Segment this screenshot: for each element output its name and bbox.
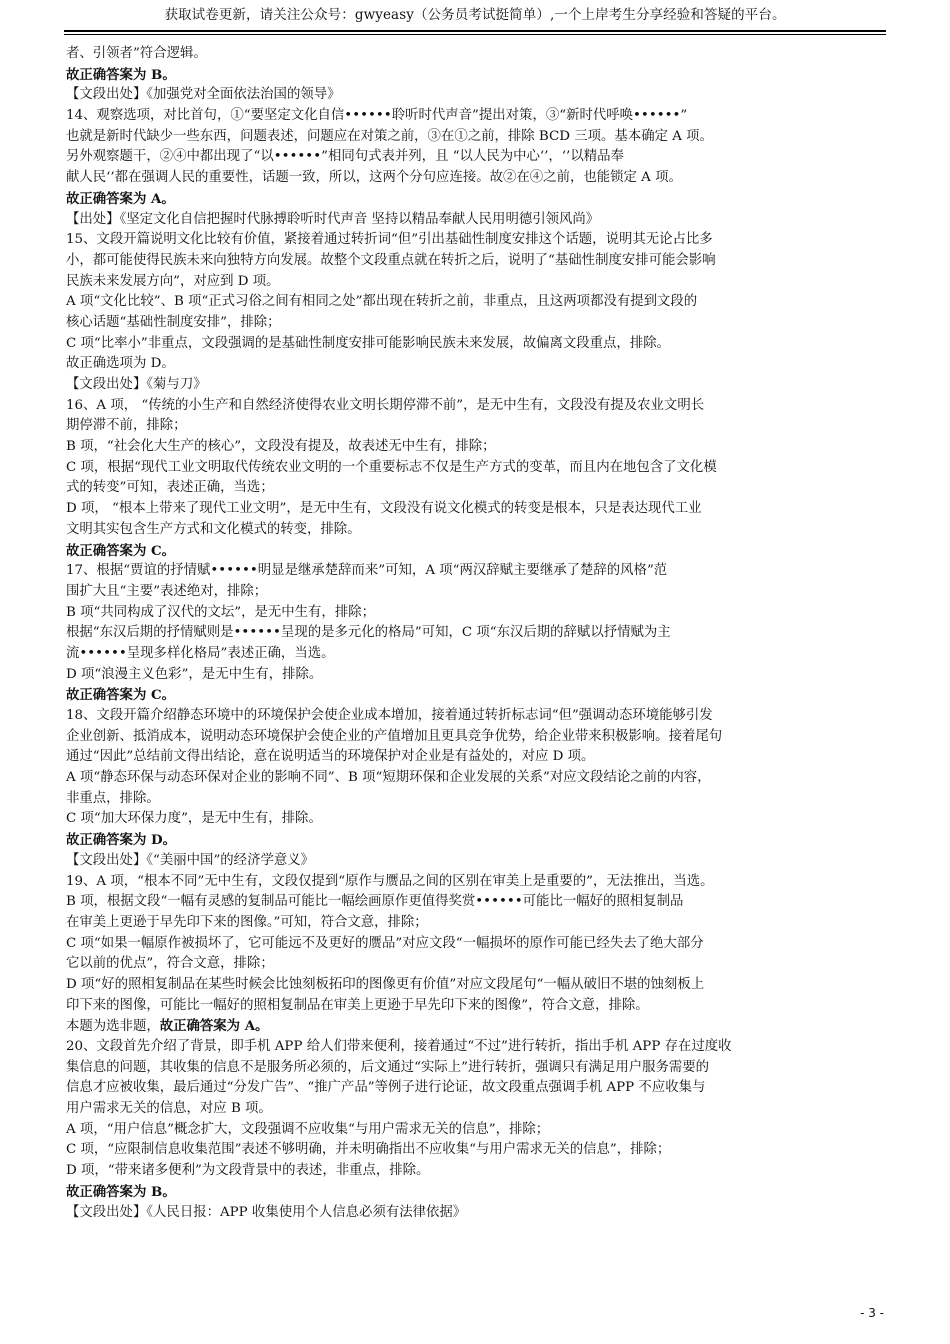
text-line: 民族未来发展方向”，对应到 D 项。 [66,273,280,289]
text-line: B 项，“社会化大生产的核心”，文段没有提及，故表述无中生有，排除； [66,439,496,455]
text-line: C 项“如果一幅原作被损坏了，它可能远不及更好的赝品”对应文段“一幅损坏的原作可能已经失去了绝大部分 [66,935,704,951]
header-rule-thick [64,30,886,32]
document-body [66,44,886,1223]
page-header [64,6,886,38]
text-line [66,1016,886,1037]
text-line: A 项“文化比较”、B 项“正式习俗之间有相同之处”都出现在转折之前，非重点，且这两项都没有提到文段的 [66,294,698,310]
text-line: C 项，根据“现代工业文明取代传统农业文明的一个重要标志不仅是生产方式的变革，而且内在地包含了文化模 [66,459,717,475]
text-line: B 项“共同构成了汉代的文坛”，是无中生有，排除； [66,604,375,620]
text-line: 另外观察题干，②④中都出现了“以••••••”相同句式表并列，且 “以人民为中心‘’，‘’以精品奉 [66,149,624,165]
text-line: 根据“东汉后期的抒情赋则是••••••呈现的是多元化的格局”可知，C 项“东汉后期的辞赋以抒情赋为主 [66,625,671,641]
text-line: 20、文段首先介绍了背景，即手机 APP 给人们带来便利，接着通过“不过”进行转折，指出手机 APP 存在过度收 [66,1039,732,1054]
text-line: 它以前的优点”，符合文意，排除； [66,956,274,972]
text-line: 献人民‘’都在强调人民的重要性，话题一致，所以，这两个分句应连接。故②在④之前，也能锁定 A 项。 [66,170,682,186]
text-line: 18、文段开篇介绍静态环境中的环境保护会使企业成本增加，接着通过转折标志词“但”强调动态环境能够引发 [66,708,713,723]
text-line: 故正确答案为 B。 [66,1183,176,1200]
text-line: 通过“因此”总结前文得出结论，意在说明适当的环境保护对企业是有益处的，对应 D 项。 [66,749,595,765]
text-line: 故正确答案为 D。 [66,832,177,849]
text-line: 围扩大且“主要”表述绝对，排除； [66,583,268,599]
text-line: 企业创新、抵消成本，说明动态环境保护会使企业的产值增加且更具竞争优势，给企业带来积极影响。接着尾句 [66,728,723,744]
text-line: A 项，“用户信息”概念扩大，文段强调不应收集“与用户需求无关的信息”，排除； [66,1121,550,1137]
text-line: 非重点，排除。 [66,790,160,806]
text-line: 故正确答案为 C。 [66,687,176,704]
text-line: C 项“比率小”非重点，文段强调的是基础性制度安排可能影响民族未来发展，故偏离文段重点，排除。 [66,335,670,351]
text-line: 【出处】《坚定文化自信把握时代脉搏聆听时代声音 坚持以精品奉献人民用明德引领风尚》 [66,211,600,227]
text-line: 也就是新时代缺少一些东西，问题表述，问题应在对策之前，③在①之前，排除 BCD 三项。基本确定 A 项。 [66,128,713,144]
text-line: 核心话题“基础性制度安排”，排除； [66,314,281,330]
text-line: 16、A 项， “传统的小生产和自然经济使得农业文明长期停滞不前”，是无中生有，文段没有提及农业文明长 [66,397,705,413]
answer-statement: 故正确答案为 A。 [159,1018,269,1035]
text-line: 在审美上更逊于早先印下来的图像。”可知，符合文意，排除； [66,914,428,930]
header-text: 获取试卷更新，请关注公众号：gwyeasy（公务员考试挺简单）,一个上岸考生分享经验和答疑的平台。 [164,7,786,23]
text-line: 集信息的问题，其收集的信息不是服务所必须的，后文通过“实际上”进行转折，强调只有满足用户服务需要的 [66,1059,710,1075]
text-line: 者、引领者”符合逻辑。 [66,46,207,61]
text-line: 式的转变”可知，表述正确，当选； [66,480,274,496]
text-line: 故正确答案为 A。 [66,190,175,207]
text-line: 14、观察选项，对比首句，①“要坚定文化自信••••••聆听时代声音”提出对策，③“新时代呼唤••••••” [66,108,688,124]
text-line: 【文段出处】《加强党对全面依法治国的领导》 [66,87,341,103]
text-line: 15、文段开篇说明文化比较有价值，紧接着通过转折词“但”引出基础性制度安排这个话题，说明其无论占比多 [66,232,713,248]
text-line: A 项“静态环保与动态环保对企业的影响不同”、B 项“短期环保和企业发展的关系”对应文段结论之前的内容， [66,770,711,786]
text-line-head: 本题为选非题， [66,1019,160,1035]
text-line: 期停滞不前，排除； [66,418,187,434]
text-line: 故正确答案为 B。 [66,66,176,83]
text-line: C 项，“应限制信息收集范围”表述不够明确，并未明确指出不应收集“与用户需求无关的信息”，排除； [66,1142,671,1158]
text-line: D 项， “根本上带来了现代工业文明”，是无中生有，文段没有说文化模式的转变是根本，只是表达现代工业 [66,501,702,517]
text-line: 信息才应被收集，最后通过“分发广告”、“推广产品”等例子进行论证，故文段重点强调手机 APP 不应收集与 [66,1080,706,1096]
text-line: C 项“加大环保力度”，是无中生有，排除。 [66,811,322,827]
text-line: 【文段出处】《“美丽中国”的经济学意义》 [66,852,315,868]
text-line: D 项“好的照相复制品在某些时候会比蚀刻板拓印的图像更有价值”对应文段尾句“一幅从破旧不堪的蚀刻板上 [66,976,705,992]
text-line: D 项“浪漫主义色彩”，是无中生有，排除。 [66,666,323,682]
text-line: 用户需求无关的信息，对应 B 项。 [66,1101,272,1117]
text-line: 小，都可能使得民族未来向独特方向发展。故整个文段重点就在转折之后，说明了“基础性制度安排可能会影响 [66,252,716,268]
text-line: B 项，根据文段“一幅有灵感的复制品可能比一幅绘画原作更值得奖赏••••••可能比一幅好的照相复制品 [66,894,684,910]
header-rule-thin [64,34,886,35]
text-line: 文明其实包含生产方式和文化模式的转变，排除。 [66,521,361,537]
text-line: 印下来的图像，可能比一幅好的照相复制品在审美上更逊于早先印下来的图像”，符合文意，排除。 [66,997,649,1013]
text-line: 【文段出处】《人民日报：APP 收集使用个人信息必须有法律依据》 [66,1204,467,1220]
text-line: 【文段出处】《菊与刀》 [66,377,207,392]
text-line: 故正确答案为 C。 [66,542,176,559]
text-line: 流••••••呈现多样化格局”表述正确，当选。 [66,645,335,661]
text-line: D 项，“带来诸多便利”为文段背景中的表述，非重点，排除。 [66,1163,430,1179]
text-line: 17、根据“贾谊的抒情赋••••••明显是继承楚辞而来”可知，A 项“两汉辞赋主要继承了楚辞的风格”范 [66,563,668,579]
text-line: 故正确选项为 D。 [66,356,175,372]
page-number: - 3 - [860,1306,884,1320]
text-line: 19、A 项，“根本不同”无中生有，文段仅提到“原作与赝品之间的区别在审美上是重要的”，无法推出，当选。 [66,873,714,889]
